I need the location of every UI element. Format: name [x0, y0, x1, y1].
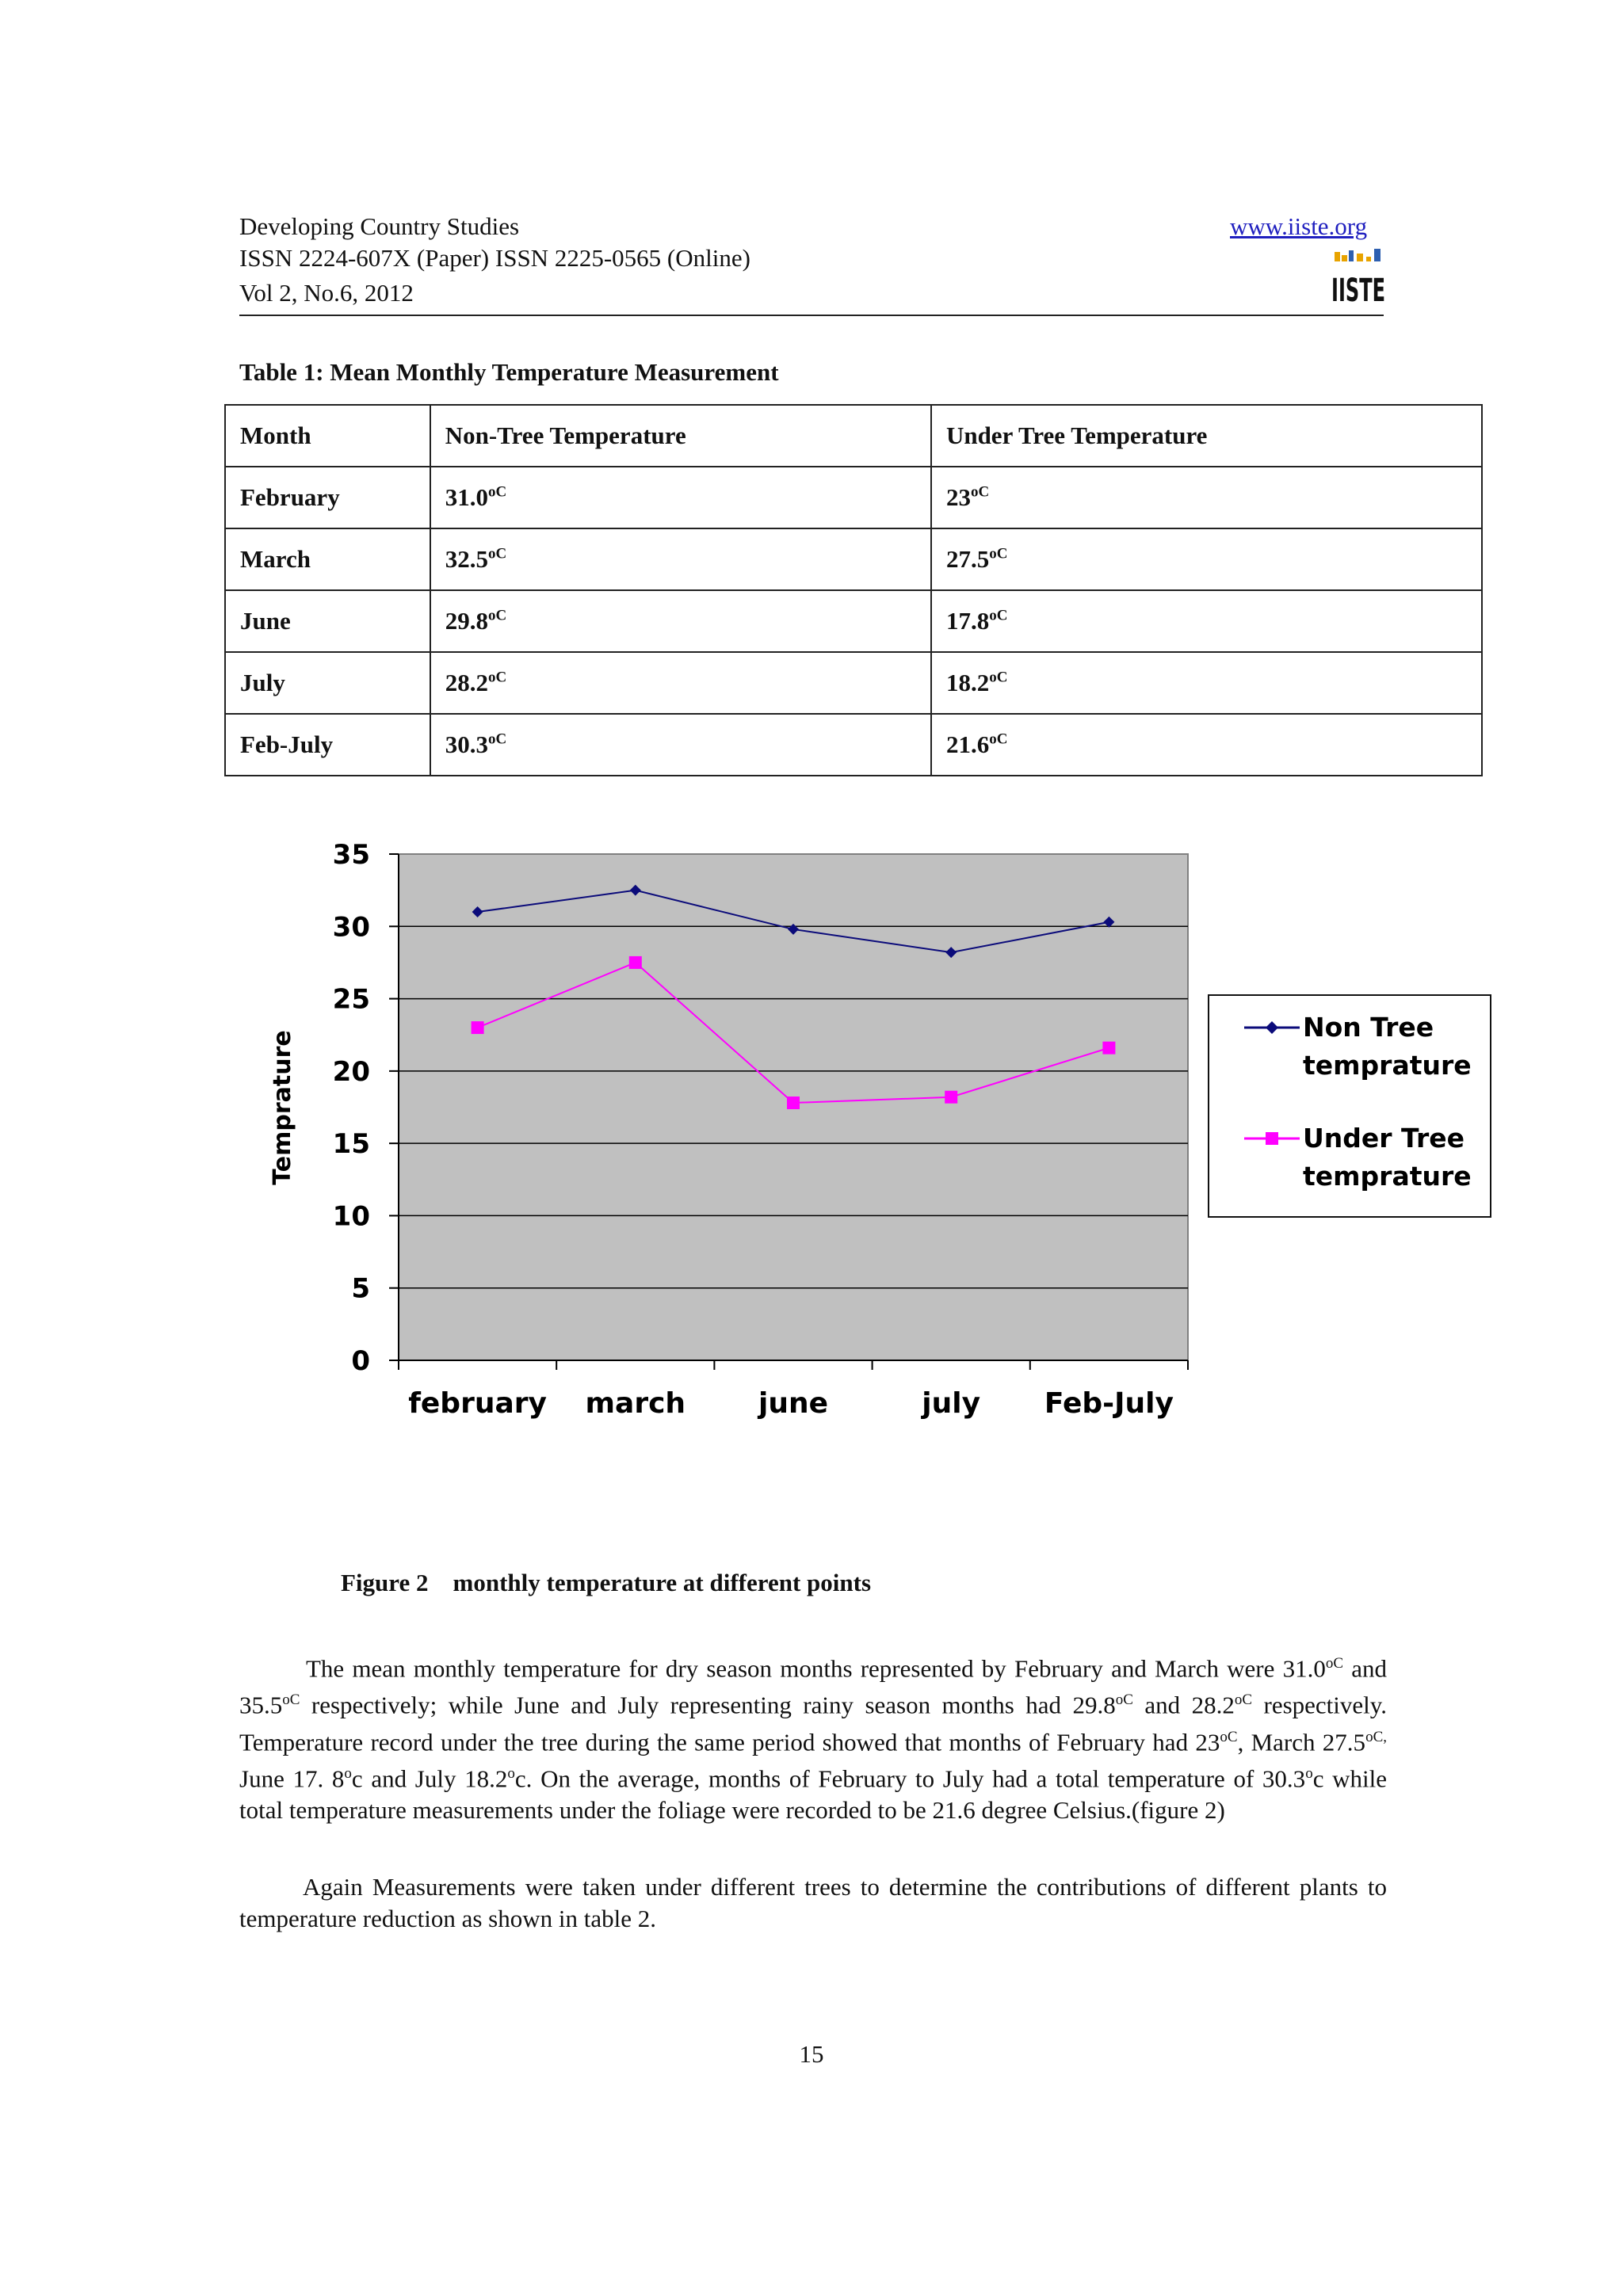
- y-tick-label: 35: [332, 839, 370, 871]
- header-cell-under-tree: Under Tree Temperature: [931, 405, 1482, 467]
- issn-line: ISSN 2224-607X (Paper) ISSN 2225-0565 (Online): [239, 244, 750, 272]
- cell-month: July: [225, 652, 430, 714]
- data-point-under-tree: [472, 1021, 484, 1034]
- data-point-under-tree: [787, 1097, 800, 1109]
- volume-line: Vol 2, No.6, 2012: [239, 279, 414, 307]
- cell-month: Feb-July: [225, 714, 430, 776]
- y-tick-label: 25: [332, 983, 370, 1016]
- cell-under-tree: $21.6^{oC}$: [931, 714, 1482, 776]
- x-tick-label: february: [408, 1387, 547, 1420]
- legend-swatch-under-tree: [1244, 1131, 1300, 1146]
- figure-label: Figure 2: [341, 1569, 429, 1596]
- table-caption: Table 1: Mean Monthly Temperature Measurement: [239, 358, 779, 386]
- x-tick-label: june: [758, 1387, 829, 1420]
- data-point-under-tree: [945, 1091, 957, 1104]
- cell-non-tree: $29.8^{oC}$: [430, 590, 931, 652]
- y-tick-label: 20: [332, 1055, 370, 1088]
- legend-label-non-tree: Non Tree temprature: [1303, 1012, 1472, 1081]
- cell-under-tree: $23^{oC}$: [931, 467, 1482, 528]
- header-cell-non-tree: Non-Tree Temperature: [430, 405, 931, 467]
- y-tick-label: 5: [351, 1272, 370, 1305]
- chart-legend: [1208, 994, 1491, 1218]
- cell-non-tree: $30.3^{oC}$: [430, 714, 931, 776]
- cell-under-tree: $27.5^{oC}$: [931, 528, 1482, 590]
- paragraph-different-trees: Again Measurements were taken under different trees to determine the contributions of different plants to temperature reduction as shown in table 2.: [239, 1873, 1387, 1932]
- journal-title: Developing Country Studies: [239, 212, 520, 240]
- paragraph-temperature-summary: The mean monthly temperature for dry season months represented by February and March were $31.0^{oC}$ and $35.5^{oC}$ respectively; while June and July representing rainy season months had $29.8^{oC}$ and $28.2^{oC}$ respectively. Temperature record under the tree during the same period showed that months of February had $23^{oC}$, March $27.5^{oC,}$ June 17. 8$^o$c and July 18.2$^o$c. On the average, months of February to July had a total temperature of 30.3$^o$c while total temperature measurements under the foliage were recorded to be 21.6 degree Celsius.(figure 2): [239, 1654, 1387, 1825]
- website-link[interactable]: www.iiste.org: [1230, 212, 1368, 240]
- y-tick-label: 10: [332, 1200, 370, 1233]
- legend-label-under-tree: Under Tree temprature: [1303, 1123, 1472, 1192]
- cell-non-tree: $31.0^{oC}$: [430, 467, 931, 528]
- cell-non-tree: $28.2^{oC}$: [430, 652, 931, 714]
- header-cell-month: Month: [225, 405, 430, 467]
- cell-under-tree: $17.8^{oC}$: [931, 590, 1482, 652]
- x-tick-label: Feb-July: [1044, 1387, 1174, 1420]
- x-tick-label: july: [922, 1387, 981, 1420]
- cell-month: February: [225, 467, 430, 528]
- cell-month: June: [225, 590, 430, 652]
- y-tick-label: 0: [351, 1345, 370, 1377]
- y-tick-label: 15: [332, 1128, 370, 1161]
- data-point-under-tree: [629, 956, 642, 969]
- cell-month: March: [225, 528, 430, 590]
- cell-non-tree: $32.5^{oC}$: [430, 528, 931, 590]
- x-tick-label: march: [585, 1387, 686, 1420]
- legend-swatch-non-tree: [1244, 1020, 1300, 1035]
- y-axis-label: Temprature: [269, 1030, 296, 1185]
- figure-caption: [341, 1569, 871, 1597]
- page-number: 15: [799, 2040, 824, 2068]
- figure-caption-text: monthly temperature at different points: [453, 1569, 872, 1596]
- data-point-under-tree: [1102, 1042, 1115, 1055]
- y-tick-label: 30: [332, 911, 370, 944]
- logo-text: IISTE: [1331, 273, 1385, 309]
- cell-under-tree: $18.2^{oC}$: [931, 652, 1482, 714]
